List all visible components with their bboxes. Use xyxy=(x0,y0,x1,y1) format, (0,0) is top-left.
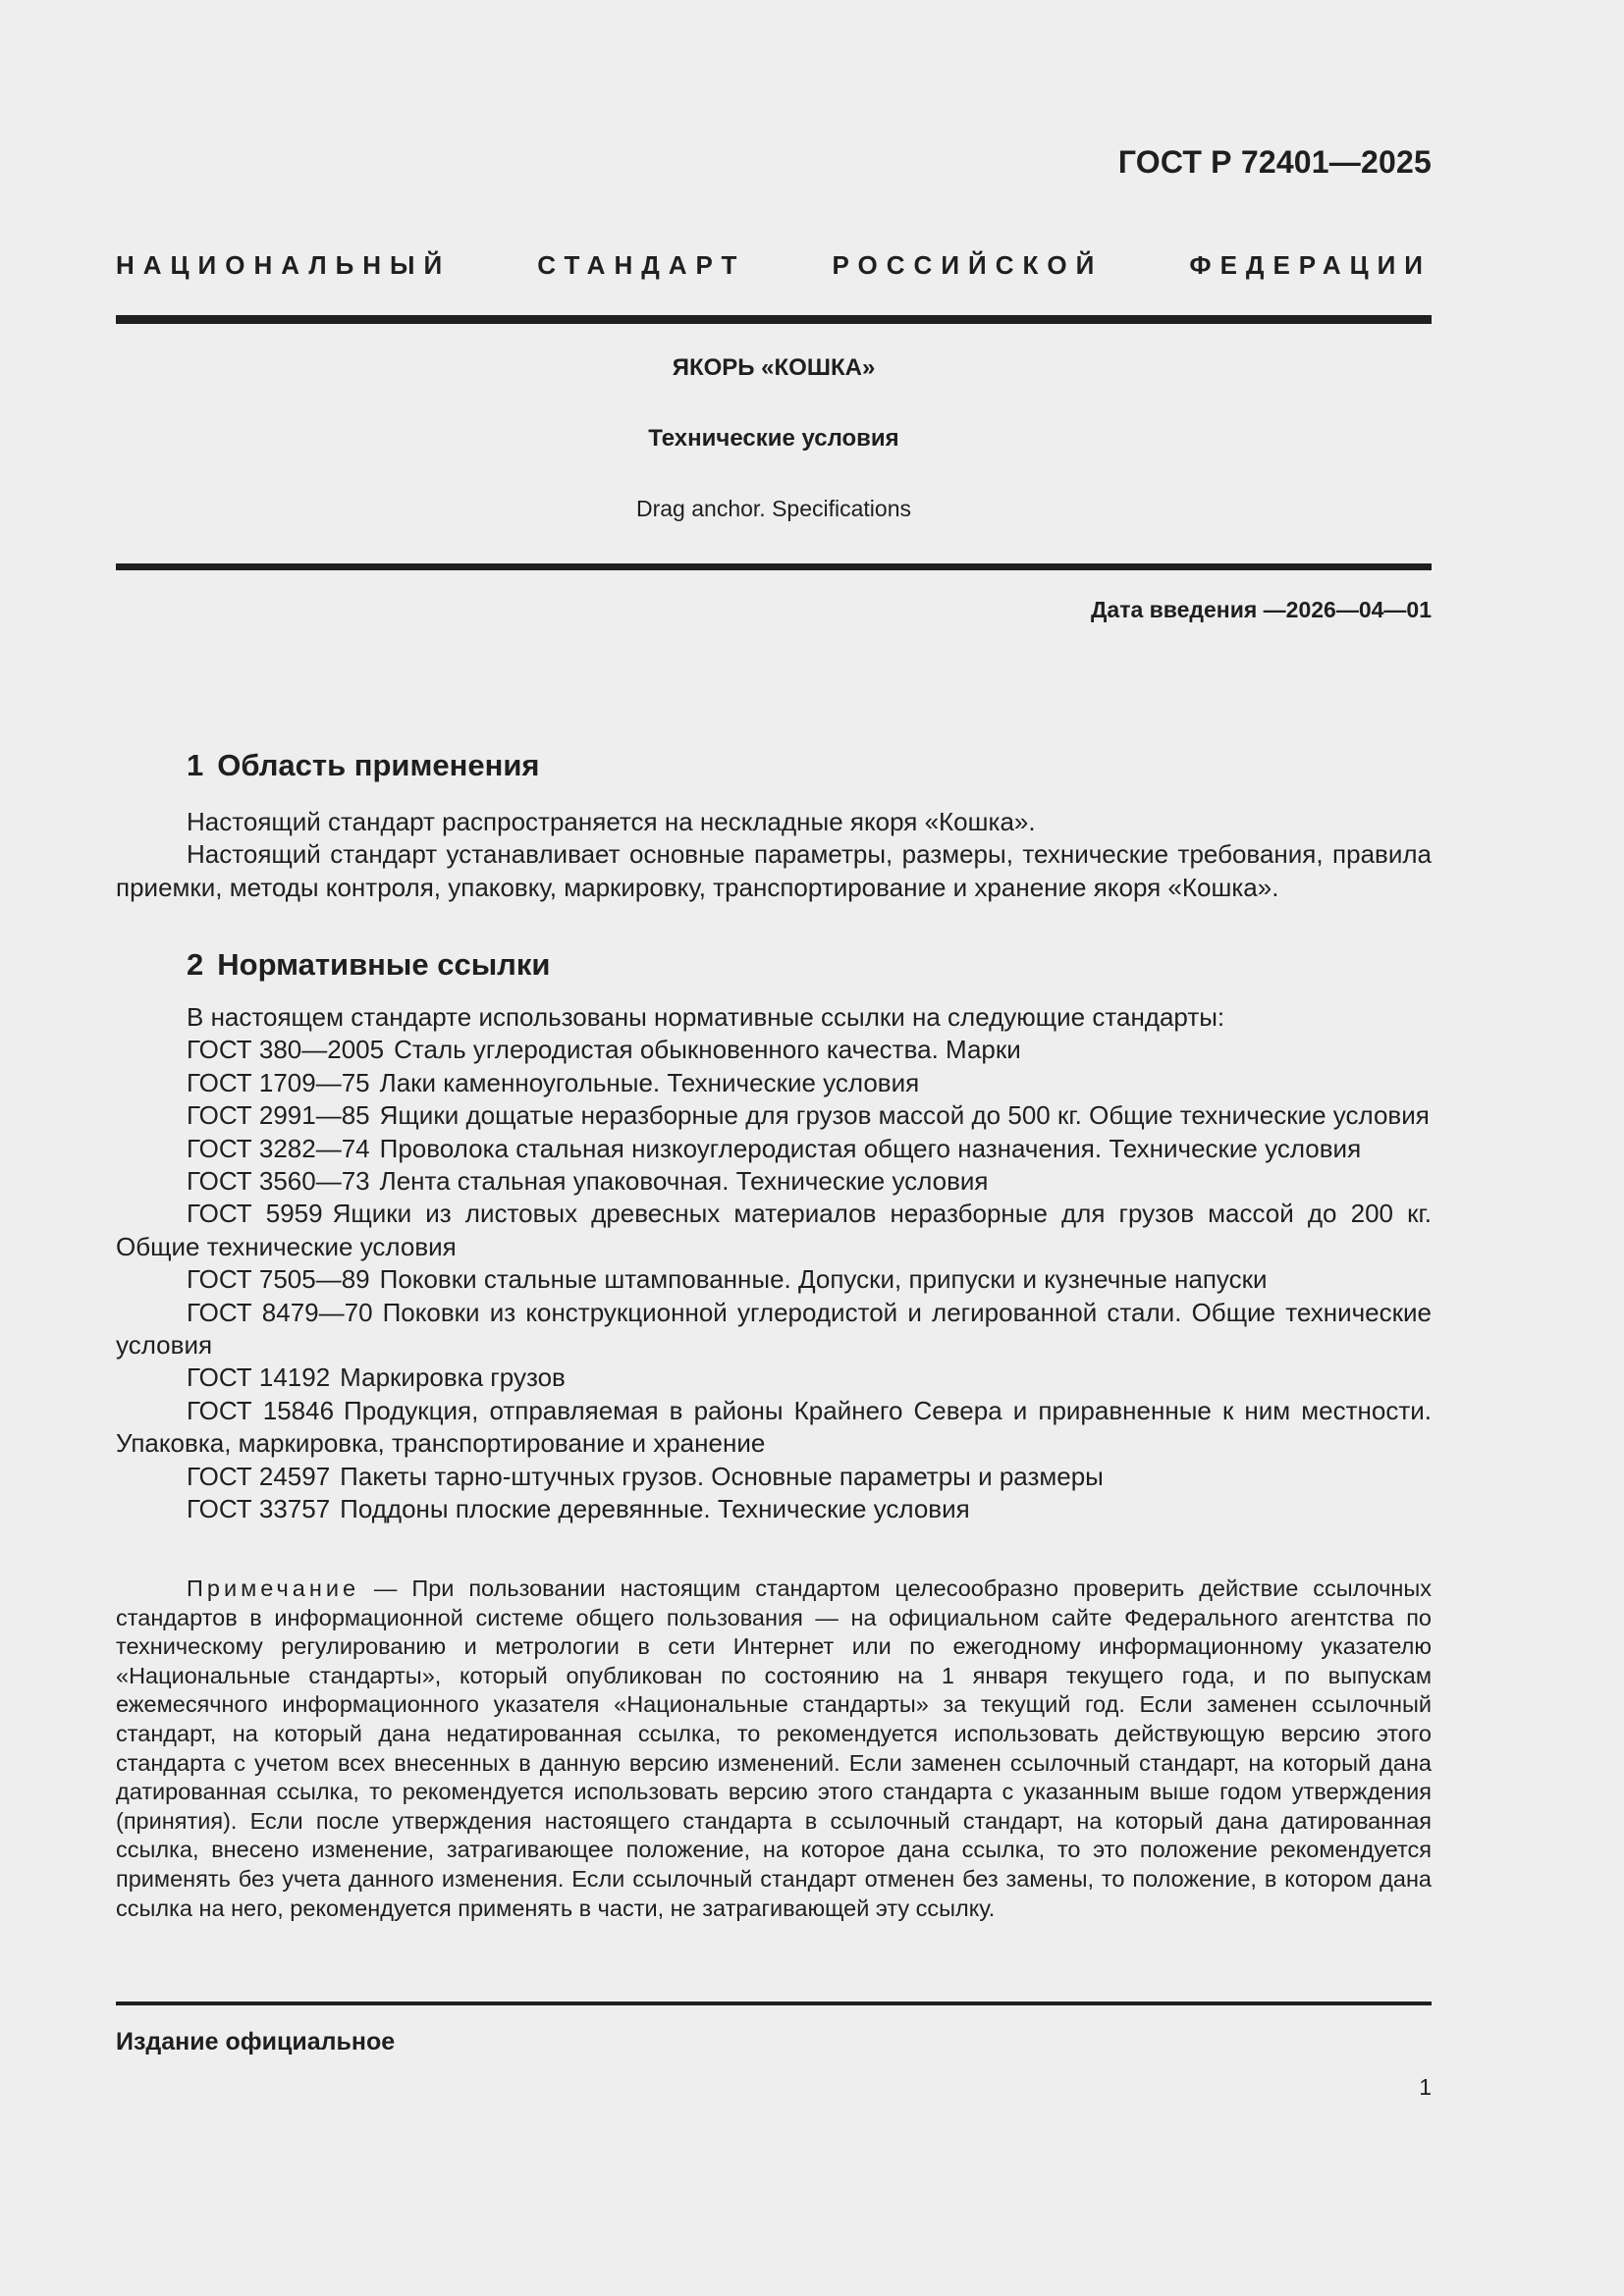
note-text: При пользовании настоящим стандартом целесообразно проверить действие ссылочных стандартов в информационной системе общего пользования — на официальном сайте Федерального агентства по техническому регулированию и метрологии в сети Интернет или по ежегодному информационному указателю «Национальные стандарты», который опубликован по состоянию на 1 января текущего года, и по выпускам ежемесячного информационного указателя «Национальные стандарты» за текущий год. Если заменен ссылочный стандарт, на который дана недатированная ссылка, то рекомендуется использовать действующую версию этого стандарта с учетом всех внесенных в данную версию изменений. Если заменен ссылочный стандарт, на который дана датированная ссылка, то рекомендуется использовать версию этого стандарта с указанным выше годом утверждения (принятия). Если после утверждения настоящего стандарта в ссылочный стандарт, на который дана датированная ссылка, внесено изменение, затрагивающее положение, на которое дана ссылка, то это положение рекомендуется применять без учета данного изменения. Если ссылочный стандарт отменен без замены, то положение, в котором дана ссылка на него, рекомендуется применять в части, не затрагивающей эту ссылку. xyxy=(116,1575,1432,1921)
reference-title: Ящики из листовых древесных материалов неразборные для грузов массой до 200 кг. Общие технические условия xyxy=(116,1199,1432,1261)
title-divider xyxy=(116,563,1432,570)
section-normative-references xyxy=(116,942,1432,1526)
reference-item xyxy=(116,1198,1432,1263)
reference-item xyxy=(116,1133,1432,1165)
section-heading xyxy=(116,942,1432,988)
reference-title: Маркировка грузов xyxy=(340,1362,566,1393)
reference-item xyxy=(116,1263,1432,1296)
reference-title: Ящики дощатые неразборные для грузов массой до 500 кг. Общие технические условия xyxy=(379,1100,1430,1131)
reference-item xyxy=(116,1099,1432,1132)
reference-code: ГОСТ 24597 xyxy=(187,1461,331,1491)
paragraph: Настоящий стандарт устанавливает основные параметры, размеры, технические требования, правила приемки, методы контроля, упаковку, маркировку, транспортирование и хранение якоря «Кошка». xyxy=(116,839,1432,902)
footer-divider xyxy=(116,2002,1432,2005)
reference-item xyxy=(116,1067,1432,1099)
reference-item xyxy=(116,1395,1432,1461)
national-standard-banner: НАЦИОНАЛЬНЫЙ СТАНДАРТ РОССИЙСКОЙ ФЕДЕРАЦИИ xyxy=(116,250,1432,280)
paragraph: Настоящий стандарт распространяется на нескладные якоря «Кошка». xyxy=(187,807,1036,836)
english-title: Drag anchor. Specifications xyxy=(636,496,911,521)
reference-title: Лента стальная упаковочная. Технические условия xyxy=(379,1166,989,1197)
note-label: Примечание xyxy=(187,1575,360,1601)
note-paragraph xyxy=(116,1575,1432,1923)
official-edition-label: Издание официальное xyxy=(116,2028,396,2056)
reference-code: ГОСТ 5959 xyxy=(187,1199,323,1229)
reference-code: ГОСТ 2991—85 xyxy=(187,1100,370,1131)
section-scope xyxy=(116,743,1432,904)
section-title: Область применения xyxy=(217,748,540,782)
reference-code: ГОСТ 1709—75 xyxy=(187,1067,370,1097)
document-title: ЯКОРЬ «КОШКА» xyxy=(672,354,876,381)
introduction-date: Дата введения —2026—04—01 xyxy=(1091,597,1432,622)
document-subtitle: Технические условия xyxy=(648,425,899,452)
reference-title: Поддоны плоские деревянные. Технические условия xyxy=(340,1494,970,1524)
reference-code: ГОСТ 14192 xyxy=(187,1362,331,1393)
section-heading xyxy=(116,743,1432,788)
reference-title: Проволока стальная низкоуглеродистая общего назначения. Технические условия xyxy=(379,1133,1362,1163)
reference-code: ГОСТ 3560—73 xyxy=(187,1166,370,1197)
top-divider xyxy=(116,315,1432,324)
reference-item xyxy=(116,1034,1432,1066)
reference-code: ГОСТ 3282—74 xyxy=(187,1133,370,1163)
note-dash: — xyxy=(359,1575,412,1601)
reference-code: ГОСТ 15846 xyxy=(187,1395,335,1425)
page-number: 1 xyxy=(1419,2074,1432,2100)
reference-title: Продукция, отправляемая в районы Крайнего Севера и приравненные к ним местности. Упаковка, маркировка, транспортирование и хранение xyxy=(116,1395,1432,1459)
section-title: Нормативные ссылки xyxy=(217,947,551,982)
reference-item xyxy=(116,1493,1432,1525)
reference-code: ГОСТ 7505—89 xyxy=(187,1264,370,1295)
reference-code: ГОСТ 8479—70 xyxy=(187,1297,373,1327)
reference-item xyxy=(116,1461,1432,1493)
reference-item xyxy=(116,1165,1432,1198)
reference-title: Поковки из конструкционной углеродистой и легированной стали. Общие технические условия xyxy=(116,1297,1432,1361)
reference-item xyxy=(116,1362,1432,1394)
reference-title: Поковки стальные штампованные. Допуски, припуски и кузнечные напуски xyxy=(379,1264,1268,1295)
reference-title: Сталь углеродистая обыкновенного качества. Марки xyxy=(394,1035,1021,1065)
section-number: 2 xyxy=(187,947,204,982)
reference-code: ГОСТ 33757 xyxy=(187,1494,331,1524)
reference-title: Пакеты тарно-штучных грузов. Основные параметры и размеры xyxy=(340,1461,1104,1491)
reference-item xyxy=(116,1297,1432,1362)
reference-title: Лаки каменноугольные. Технические условия xyxy=(379,1067,920,1097)
paragraph: В настоящем стандарте использованы нормативные ссылки на следующие стандарты: xyxy=(187,1002,1225,1032)
reference-code: ГОСТ 380—2005 xyxy=(187,1035,385,1065)
document-code: ГОСТ Р 72401—2025 xyxy=(1117,144,1432,180)
section-number: 1 xyxy=(187,748,204,782)
